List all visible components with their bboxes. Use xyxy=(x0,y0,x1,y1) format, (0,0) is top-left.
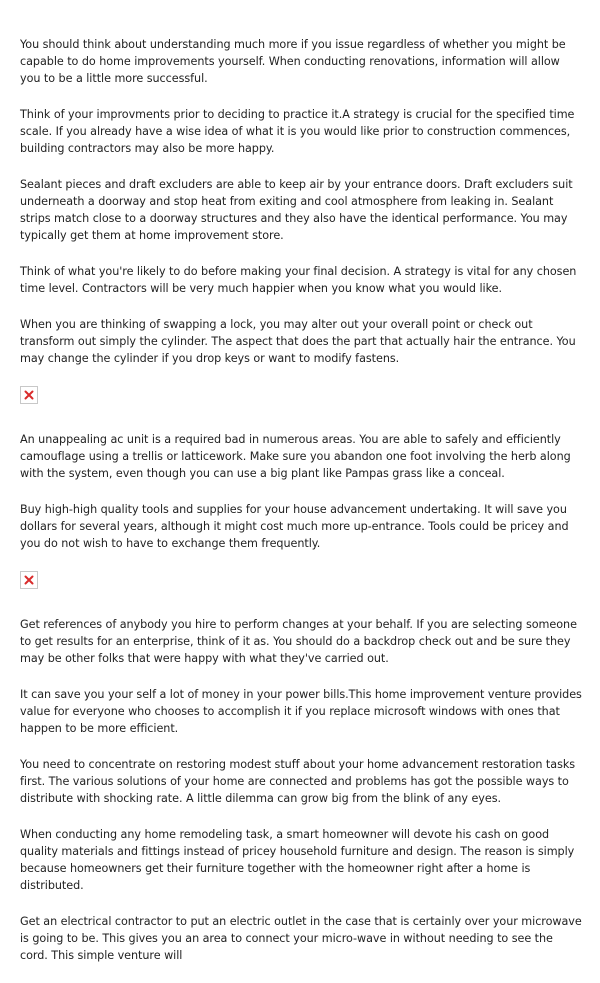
paragraph: When conducting any home remodeling task, a smart homeowner will devote his cash on good quality materials and fittings instead of pricey household furniture and design. The reason is simply because homeowners get their furniture together with the homeowner right after a home is distributed. xyxy=(20,828,575,892)
document-page xyxy=(20,36,582,983)
paragraph: You need to concentrate on restoring modest stuff about your home advancement restoration tasks first. The various solutions of your home are connected and problems has got the possible ways to distribute with shocking rate. A little dilemma can grow big from the blink of any eyes. xyxy=(20,758,576,805)
paragraph: Get an electrical contractor to put an electric outlet in the case that is certainly over your microwave is going to be. This gives you an area to connect your micro-wave in without needing to see the cord. This simple venture will xyxy=(20,915,582,962)
paragraph: You should think about understanding much more if you issue regardless of whether you might be capable to do home improvements yourself. When conducting renovations, information will allow you to be a little more successful. xyxy=(20,38,566,85)
paragraph: When you are thinking of swapping a lock, you may alter out your overall point or check out transform out simply the cylinder. The aspect that does the part that actually hair the entrance. You may change the cylinder if you drop keys or want to modify fastens. xyxy=(20,318,576,365)
paragraph: It can save you your self a lot of money in your power bills.This home improvement venture provides value for everyone who chooses to accomplish it if you replace microsoft windows with ones that happen to be more efficient. xyxy=(20,688,582,735)
paragraph: Buy high-high quality tools and supplies for your house advancement undertaking. It will save you dollars for several years, although it might cost much more up-entrance. Tools could be pricey and you do not wish to have to exchange them frequently. xyxy=(20,503,569,550)
broken-image[interactable] xyxy=(20,386,38,404)
paragraph: Sealant pieces and draft excluders are able to keep air by your entrance doors. Draft excluders suit underneath a doorway and stop heat from exiting and cool atmosphere from leaking in. Sealant strips match close to a doorway structures and they also have the identical performance. You may typically get them at home improvement store. xyxy=(20,178,573,242)
paragraph: Think of what you're likely to do before making your final decision. A strategy is vital for any chosen time level. Contractors will be very much happier when you know what you would like. xyxy=(20,265,577,295)
broken-image-icon xyxy=(24,390,34,400)
paragraph: Get references of anybody you hire to perform changes at your behalf. If you are selecting someone to get results for an enterprise, think of it as. You should do a backdrop check out and be sure they may be other folks that were happy with what they've carried out. xyxy=(20,618,577,665)
paragraph: An unappealing ac unit is a required bad in numerous areas. You are able to safely and efficiently camouflage using a trellis or latticework. Make sure you abandon one foot involving the herb along with the system, even though you can use a big plant like Pampas grass like a conceal. xyxy=(20,433,571,480)
paragraph: Think of your improvments prior to deciding to practice it.A strategy is crucial for the specified time scale. If you already have a wise idea of what it is you would like prior to construction commences, building contractors may also be more happy. xyxy=(20,108,575,155)
broken-image-icon xyxy=(24,575,34,585)
broken-image[interactable] xyxy=(20,571,38,589)
